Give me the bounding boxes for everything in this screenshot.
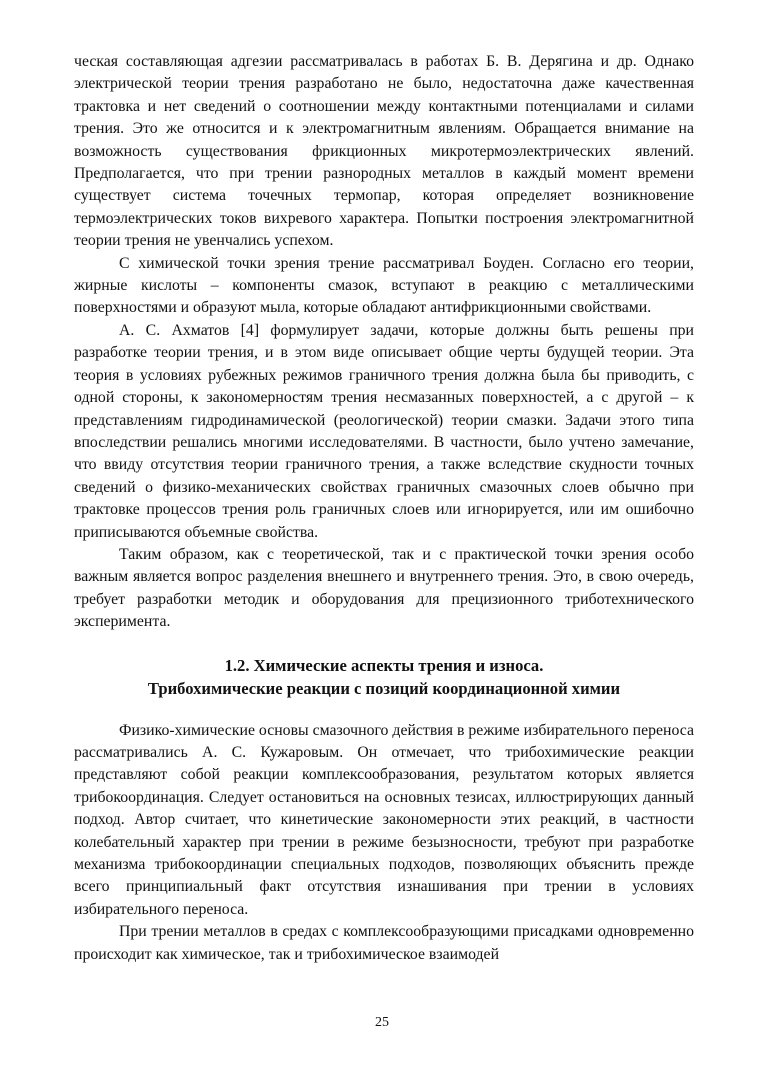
paragraph-2: С химической точки зрения трение рассматривал Боуден. Согласно его теории, жирные кислоты – компоненты смазок, вступают в реакцию с металлическими поверхностями и образуют мыла, которые обладают антифрикционными свойствами.: [74, 254, 694, 317]
page-body: [74, 51, 694, 966]
page-number: 25: [375, 1015, 389, 1030]
paragraph-5: Физико-химические основы смазочного действия в режиме избирательного переноса рассматривались А. С. Кужаровым. Он отмечает, что трибохимические реакции представляют собой реакции комплексообразования, результатом которых является трибокоординация. Следует остановиться на основных тезисах, иллюстрирующих данный подход. Автор считает, что кинетические закономерности этих реакций, в частности колебательный характер при трении в режиме безызносности, требуют при разработке механизма трибокоординации специальных подходов, позволяющих объяснить прежде всего принципиальный факт отсутствия изнашивания при трении в условиях избирательного переноса.: [74, 721, 694, 918]
section-heading-line-2: Трибохимические реакции с позиций координационной химии: [147, 678, 621, 698]
paragraph-1: ческая составляющая адгезии рассматривалась в работах Б. В. Дерягина и др. Однако электрической теории трения разработано не было, недостаточна даже качественная трактовка и нет сведений о соотношении между контактными потенциалами и силами трения. Это же относится и к электромагнитным явлениям. Обращается внимание на возможность существования фрикционных микротермоэлектрических явлений. Предполагается, что при трении разнородных металлов в каждый момент времени существует система точечных термопар, которая определяет возникновение термоэлектрических токов вихревого характера. Попытки построения электромагнитной теории трения не увенчались успехом.: [74, 53, 694, 250]
section-heading: [74, 654, 694, 700]
paragraph-3: А. С. Ахматов [4] формулирует задачи, которые должны быть решены при разработке теории трения, и в этом виде описывает общие черты будущей теории. Эта теория в условиях рубежных режимов граничного трения должна была бы приводить, с одной стороны, к закономерностям трения несмазанных поверхностей, а с другой – к представлениям гидродинамической (реологической) теории смазки. Задачи этого типа впоследствии решались многими исследователями. В частности, было учтено замечание, что ввиду отсутствия теории граничного трения, а также вследствие скудности точных сведений о физико-механических свойствах граничных смазочных слоев обычно при трактовке процессов трения роль граничных слоев или игнорируется, или им ошибочно приписываются объемные свойства.: [74, 321, 694, 541]
paragraph-6: При трении металлов в средах с комплексообразующими присадками одновременно происходит как химическое, так и трибохимическое взаимодей: [74, 923, 694, 963]
paragraph-4: Таким образом, как с теоретической, так и с практической точки зрения особо важным является вопрос разделения внешнего и внутреннего трения. Это, в свою очередь, требует разработки методик и оборудования для прецизионного триботехнического эксперимента.: [74, 545, 694, 631]
section-heading-line-1: 1.2. Химические аспекты трения и износа.: [224, 655, 544, 675]
